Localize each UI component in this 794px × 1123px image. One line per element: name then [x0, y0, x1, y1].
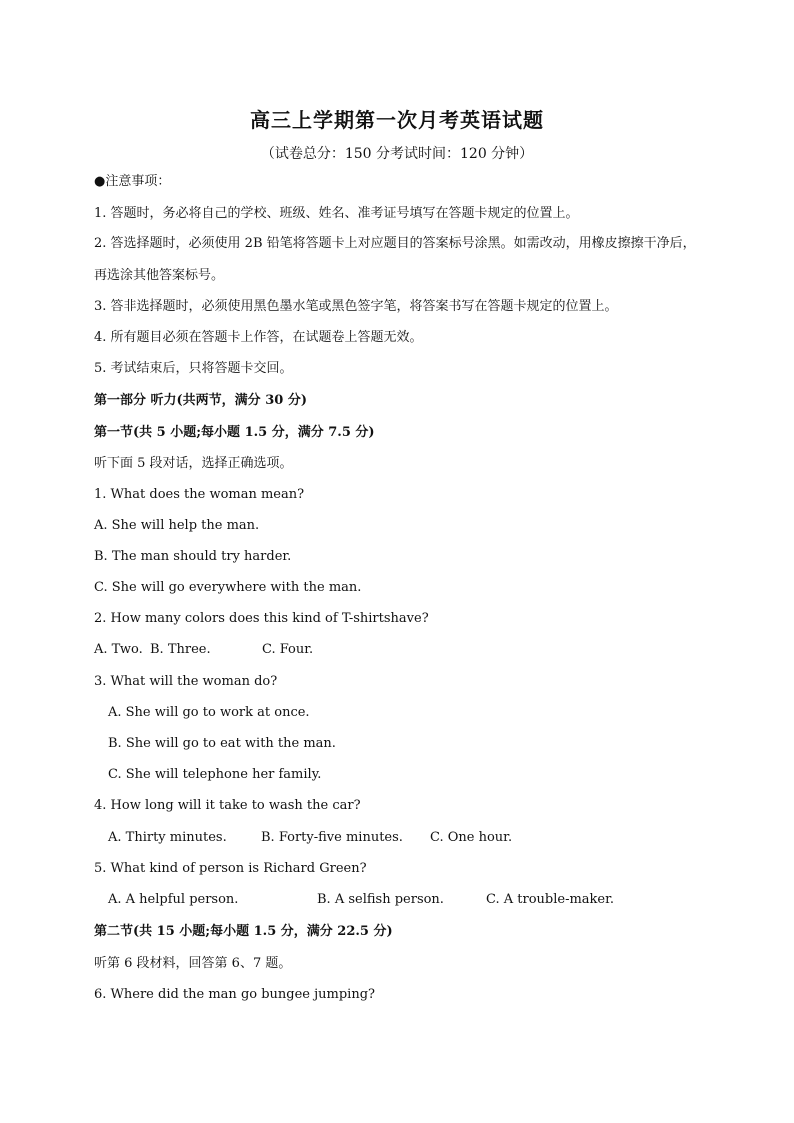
question-1-option-b: B. The man should try harder. — [94, 549, 292, 564]
section1-heading: 第一节(共 5 小题;每小题 1.5 分，满分 7.5 分) — [94, 425, 375, 440]
notice-item-2: 2. 答选择题时，必须使用 2B 铅笔将答题卡上对应题目的答案标号涂黑。如需改动，用橡皮擦擦干净后，再选涂其他答案标号。 — [94, 236, 696, 283]
question-2-option-a: A. Two. — [94, 642, 143, 657]
question-5-stem: 5. What kind of person is Richard Green? — [94, 861, 367, 876]
exam-title: 高三上学期第一次月考英语试题 — [250, 108, 544, 132]
notice-item-4: 4. 所有题目必须在答题卡上作答，在试题卷上答题无效。 — [94, 330, 423, 345]
notice-item-1: 1. 答题时，务必将自己的学校、班级、姓名、准考证号填写在答题卡规定的位置上。 — [94, 206, 579, 221]
question-5-option-a: A. A helpful person. — [108, 892, 239, 907]
question-1-stem: 1. What does the woman mean? — [94, 487, 305, 502]
question-3-option-a: A. She will go to work at once. — [108, 705, 310, 720]
question-3-option-b: B. She will go to eat with the man. — [108, 736, 336, 751]
notice-item-3: 3. 答非选择题时，必须使用黑色墨水笔或黑色签字笔，将答案书写在答题卡规定的位置上。 — [94, 299, 618, 314]
question-4-option-b: B. Forty-five minutes. — [261, 830, 403, 845]
notice-item-5: 5. 考试结束后，只将答题卡交回。 — [94, 361, 293, 376]
question-2-stem: 2. How many colors does this kind of T-shirtshave? — [94, 611, 429, 626]
section2-instruction: 听第 6 段材料，回答第 6、7 题。 — [94, 956, 292, 971]
notice-heading: ●注意事项： — [94, 174, 171, 189]
question-4-stem: 4. How long will it take to wash the car? — [94, 798, 361, 813]
question-4-options — [108, 829, 718, 847]
question-4-option-a: A. Thirty minutes. — [108, 830, 227, 845]
section1-instruction: 听下面 5 段对话，选择正确选项。 — [94, 456, 293, 471]
question-1-option-a: A. She will help the man. — [94, 518, 260, 533]
question-5-option-b: B. A selfish person. — [317, 892, 444, 907]
question-3-stem: 3. What will the woman do? — [94, 674, 278, 689]
question-2-option-c: C. Four. — [262, 642, 314, 657]
question-2-option-b: B. Three. — [150, 642, 211, 657]
question-3-option-c: C. She will telephone her family. — [108, 767, 322, 782]
question-2-options — [94, 641, 704, 659]
part1-heading: 第一部分 听力(共两节，满分 30 分) — [94, 393, 307, 408]
section2-heading: 第二节(共 15 小题;每小题 1.5 分，满分 22.5 分) — [94, 924, 393, 939]
question-5-option-c: C. A trouble-maker. — [486, 892, 615, 907]
question-6-stem: 6. Where did the man go bungee jumping? — [94, 987, 376, 1002]
exam-subtitle: （试卷总分：150 分考试时间：120 分钟） — [260, 146, 534, 162]
question-4-option-c: C. One hour. — [430, 830, 513, 845]
question-1-option-c: C. She will go everywhere with the man. — [94, 580, 362, 595]
question-5-options — [108, 891, 718, 909]
